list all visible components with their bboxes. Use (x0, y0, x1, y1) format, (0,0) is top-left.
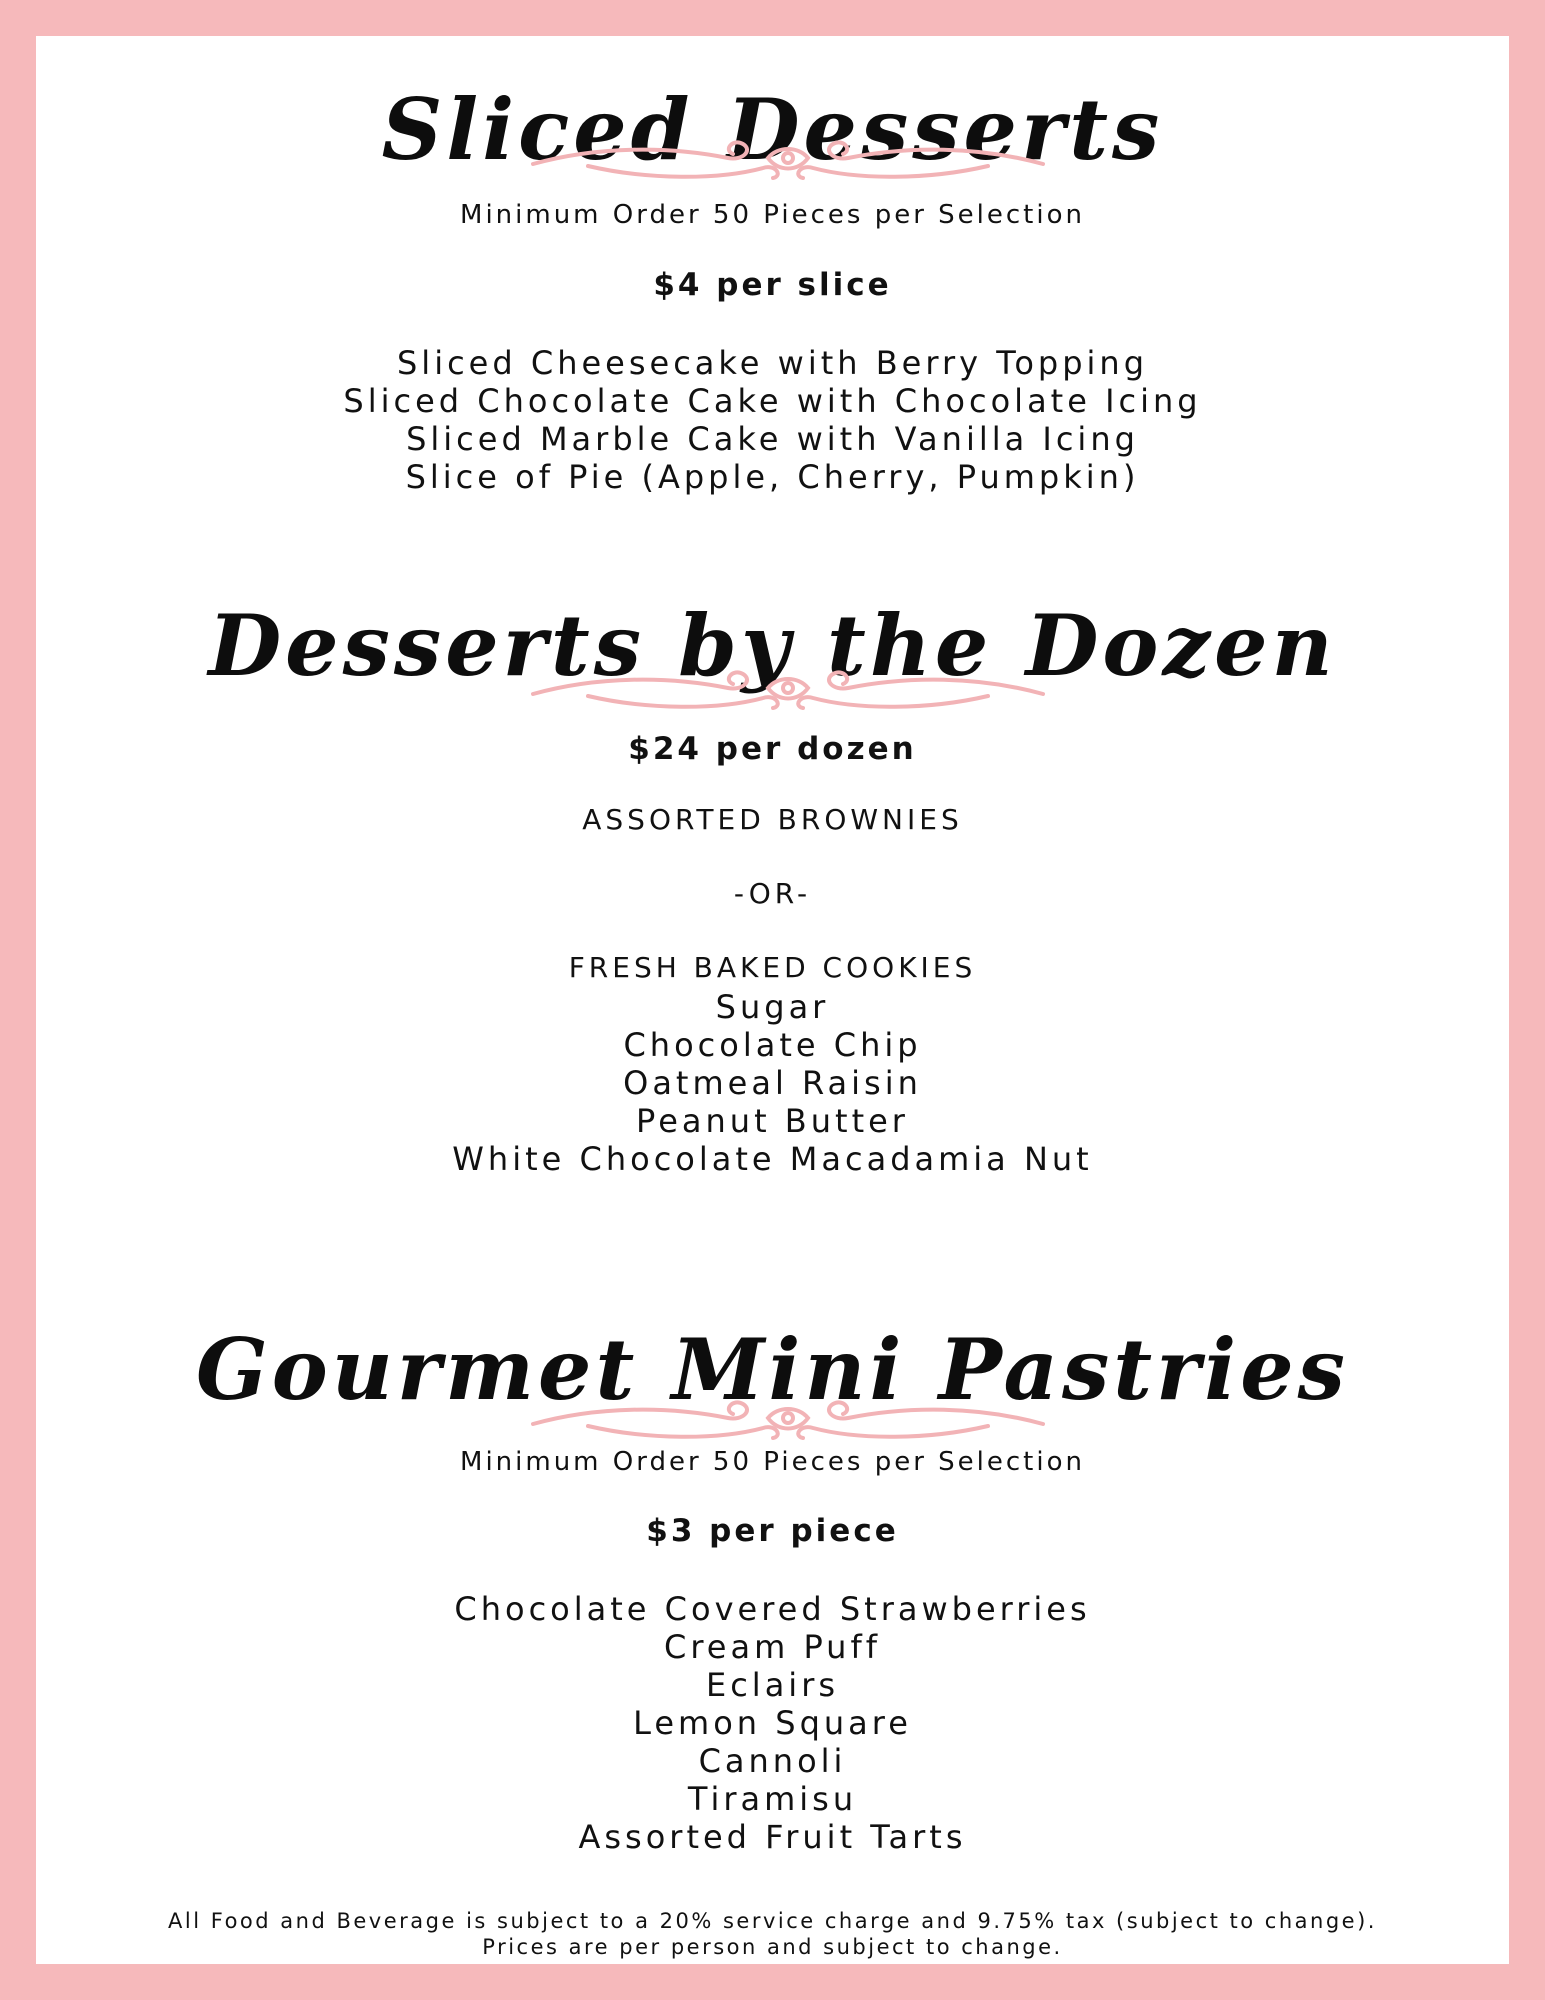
footer-line-prices: Prices are per person and subject to change. (482, 1935, 1063, 1959)
flourish-divider-icon (528, 1396, 1048, 1444)
list-item: Sliced Chocolate Cake with Chocolate Icing (343, 382, 1202, 420)
list-item: Sliced Cheesecake with Berry Topping (396, 344, 1149, 382)
list-item: Assorted Fruit Tarts (578, 1818, 967, 1856)
section-title-gourmet-mini-pastries: Gourmet Mini Pastries (196, 1320, 1349, 1419)
list-item: Peanut Butter (636, 1102, 909, 1140)
list-item: Eclairs (705, 1666, 840, 1704)
minimum-order-note: Minimum Order 50 Pieces per Selection (460, 1447, 1085, 1477)
footer-disclaimer (36, 1908, 1509, 1960)
flourish-divider-icon (528, 136, 1048, 184)
sliced-desserts-list (36, 344, 1509, 496)
footer-line-service-charge: All Food and Beverage is subject to a 20% service charge and 9.75% tax (subject to change). (168, 1909, 1377, 1933)
price-per-slice: $4 per slice (653, 267, 892, 303)
list-item: Lemon Square (633, 1704, 912, 1742)
list-item: Oatmeal Raisin (623, 1064, 922, 1102)
pastries-list (36, 1590, 1509, 1856)
list-item: Cannoli (698, 1742, 847, 1780)
option-cookies: FRESH BAKED COOKIES (568, 951, 977, 984)
list-item: Sugar (715, 988, 830, 1026)
price-per-dozen: $24 per dozen (628, 731, 917, 767)
list-item: Chocolate Chip (623, 1026, 922, 1064)
section-title-desserts-by-the-dozen: Desserts by the Dozen (208, 596, 1337, 695)
list-item: Tiramisu (687, 1780, 858, 1818)
flourish-divider-icon (528, 666, 1048, 714)
section-title-sliced-desserts: Sliced Desserts (381, 80, 1164, 179)
menu-page (36, 36, 1509, 1964)
minimum-order-note: Minimum Order 50 Pieces per Selection (460, 200, 1085, 230)
price-per-piece: $3 per piece (646, 1513, 899, 1549)
list-item: Cream Puff (664, 1628, 881, 1666)
list-item: White Chocolate Macadamia Nut (452, 1140, 1093, 1178)
option-brownies: ASSORTED BROWNIES (582, 803, 963, 836)
list-item: Sliced Marble Cake with Vanilla Icing (406, 420, 1139, 458)
cookie-flavors-list (36, 988, 1509, 1178)
list-item: Chocolate Covered Strawberries (454, 1590, 1091, 1628)
or-separator: -OR- (733, 877, 812, 910)
list-item: Slice of Pie (Apple, Cherry, Pumpkin) (405, 458, 1140, 496)
